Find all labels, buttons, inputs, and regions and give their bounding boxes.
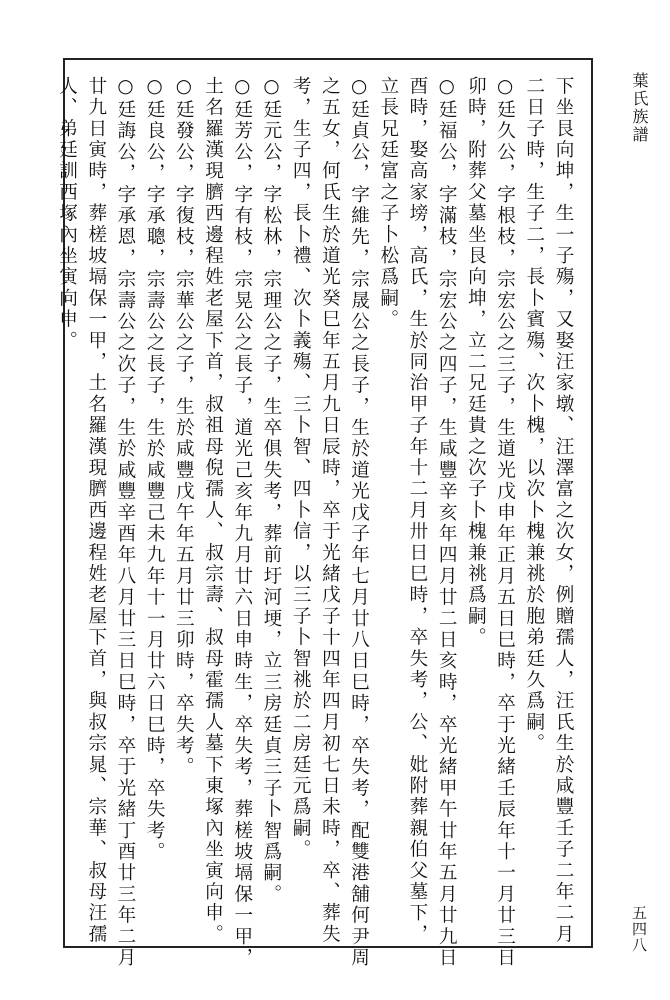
text-column: ○廷良公，字承聰，宗壽公之長子，生於咸豐己未九年十一月廿六日巳時，卒失考。 <box>144 76 166 863</box>
text-column: ○廷誨公，字承恩，宗壽公之次子，生於咸豐辛酉年八月廿三日巳時，卒于光緒丁酉廿三年二月 <box>114 76 136 969</box>
text-column: 立長兄廷富之子卜松爲嗣。 <box>377 76 399 331</box>
text-column: ○廷發公，字復枝，宗華公之子，生於咸豐戊午年五月廿三卯時，卒失考。 <box>173 76 195 778</box>
text-column: 人、弟廷訓西塚內坐寅向申。 <box>56 76 78 352</box>
text-column: ○廷貞公，字維先，宗晟公之長子，生於道光戊子年七月廿八日巳時，卒失考，配雙港舖何尹周 <box>348 76 370 969</box>
text-column: 廿九日寅時，葬槎坡塥保一甲，土名羅漢現臍西邊程姓老屋下首，與叔宗晁、宗華、叔母汪孺 <box>85 76 107 946</box>
text-column: ○廷久公，字根枝，宗宏公之三子，生道光戊申年正月五日巳時，卒于光緒壬辰年十一月廿三日 <box>494 76 516 969</box>
text-column: 之五女，何氏生於道光癸巳年五月九日辰時，卒于光緒戊子十四年四月初七日未時，卒、葬失 <box>319 76 341 946</box>
text-column: ○廷芳公，字有枝，宗晃公之長子，道光己亥年九月廿六日申時生，卒失考，葬槎坡塥保一甲， <box>231 76 253 969</box>
text-column: ○廷福公，字滿枝，宗宏公之四子，生咸豐辛亥年四月廿二日亥時，卒光緒甲午廿年五月廿九日 <box>436 76 458 969</box>
text-column: 下坐艮向坤，生一子殤，又娶汪家墩、汪澤富之次女，例贈孺人，汪氏生於咸豐壬子二年二月 <box>553 76 574 946</box>
text-column: 二日子時，生子二，長卜賓殤、次卜槐，以次卜槐兼祧於胞弟廷久爲嗣。 <box>523 76 545 755</box>
text-column: ○廷元公，字松林，宗理公之子，生卒俱失考，葬前圩河埂，立三房廷貞三子卜智爲嗣。 <box>260 76 282 906</box>
text-column: 卯時，附葬父墓坐艮向坤，立二兄廷貴之次子卜槐兼祧爲嗣。 <box>465 76 487 649</box>
genealogy-text-body <box>56 76 578 969</box>
text-column: 土名羅漢現臍西邊程姓老屋下首，叔祖母倪孺人、叔宗壽、叔母霍孺人墓下東塚內坐寅向申。 <box>202 76 224 946</box>
text-column: 酉時，娶高家塝，高氏，生於同治甲子年十二月卅日巳時，卒失考，公、妣附葬親伯父墓下， <box>406 76 428 946</box>
page-number: 五四八 <box>630 905 648 953</box>
running-header-title: 葉氏族譜 <box>630 72 649 144</box>
text-column: 考，生子四，長卜禮、次卜義殤、三卜智、四卜信，以三子卜智祧於二房廷元爲嗣。 <box>290 76 312 861</box>
